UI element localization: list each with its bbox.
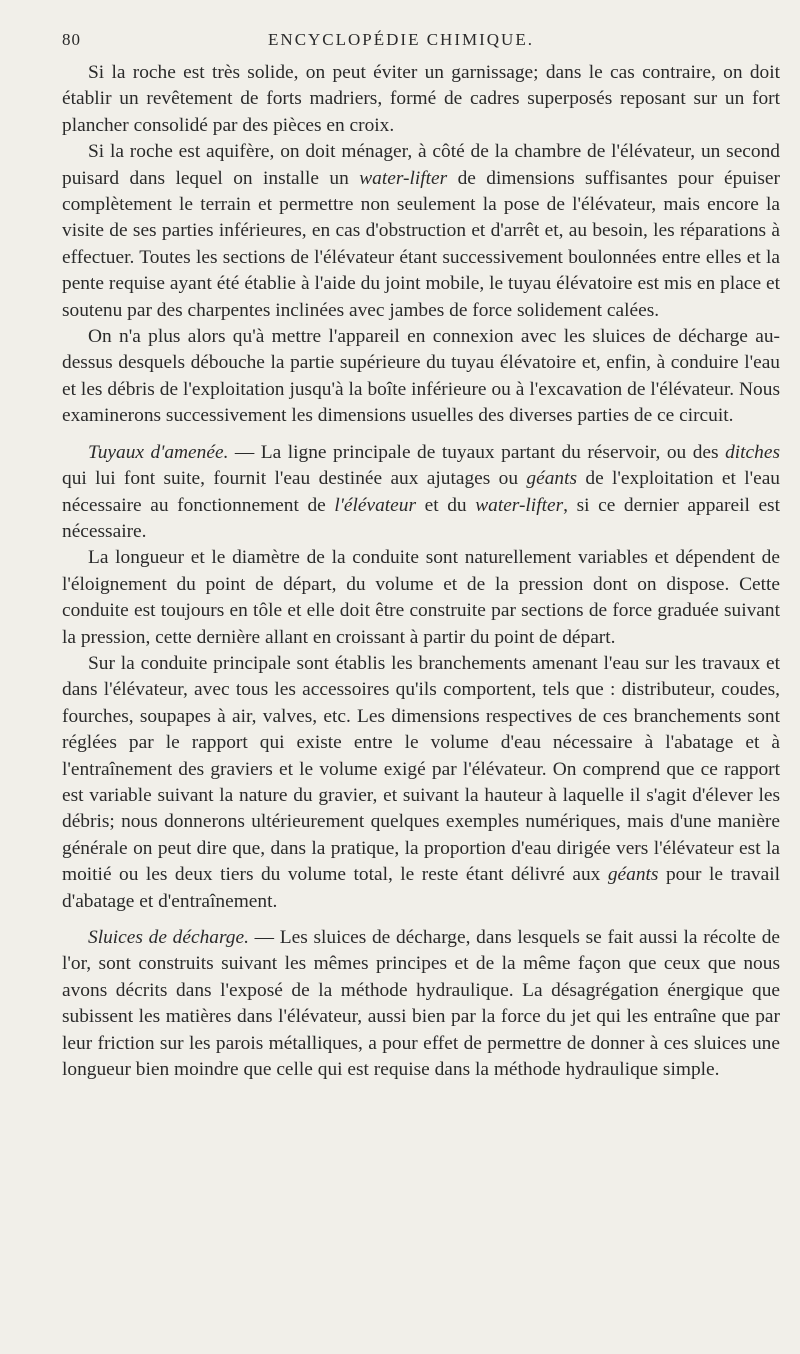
text-run: Sur la conduite principale sont établis les branchements amenant l'eau sur les travaux et dans l'élévateur, avec tous les accessoires qu'ils comportent, tels que : distributeur, coudes, fourches, soupapes à air, valves, etc. Les dimensions respectives de ces branchements sont réglées par le rapport qui existe entre le volume d'eau nécessaire à l'abatage et à l'entraînement des graviers et le volume exigé par l'élévateur. On comprend que ce rapport est variable suivant la nature du gravier, et suivant la hauteur à laquelle il s'agit d'élever les débris; nous donnerons ultérieurement quelques exemples numériques, mais d'une manière générale on peut dire que, dans la pratique, la proportion d'eau dirigée vers l'élévateur est la moitié ou les deux tiers du volume total, le reste étant délivré aux: [62, 652, 780, 886]
italic-term: Sluices de décharge.: [88, 927, 249, 948]
page-number: 80: [62, 30, 81, 49]
text-run: qui lui font suite, fournit l'eau destinée aux ajutages ou: [62, 468, 527, 490]
paragraph: [62, 651, 780, 915]
text-run: — La ligne principale de tuyaux partant du réservoir, ou des: [228, 441, 726, 463]
italic-term: water-lifter: [359, 167, 448, 189]
body-text: [62, 60, 780, 1083]
text-run: de dimensions suffisantes pour épuiser complètement le terrain et permettre non seulement la pose de l'élévateur, mais encore la visite de ses parties inférieures, en cas d'obstruction et d'arrêt et, au besoin, les réparations à effectuer. Toutes les sections de l'élévateur étant successivement boulonnées entre elles et la pente requise ayant été établie à l'aide du joint mobile, le tuyau élévatoire est mis en place et soutenu par des charpentes inclinées avec jambes de force solidement calées.: [62, 167, 780, 321]
text-run: et du: [416, 494, 476, 516]
italic-term: géants: [526, 468, 578, 490]
text-run: On n'a plus alors qu'à mettre l'appareil en connexion avec les sluices de décharge au-dessus desquels débouche la partie supérieure du tuyau élévatoire et, enfin, à conduire l'eau et les débris de l'exploitation jusqu'à la boîte inférieure ou à l'excavation de l'élévateur. Nous examinerons successivement les dimensions usuelles des diverses parties de ce circuit.: [62, 326, 780, 427]
text-run: pour le travail d'abatage et d'entraînement.: [62, 864, 781, 912]
italic-term: water-lifter: [475, 494, 564, 516]
text-run: Si la roche est aquifère, on doit ménager, à côté de la chambre de l'élévateur, un second puisard dans lequel on installe un: [62, 141, 780, 189]
paragraph: [62, 139, 780, 324]
paragraph: [62, 324, 780, 430]
italic-term: géants: [607, 864, 659, 886]
paragraph: [62, 925, 780, 1083]
text-run: Si la roche est très solide, on peut éviter un garnissage; dans le cas contraire, on doit établir un revêtement de forts madriers, formé de cadres superposés reposant sur un fort plancher consolidé par des pièces en croix.: [62, 62, 780, 136]
text-run: — Les sluices de décharge, dans lesquels se fait aussi la récolte de l'or, sont construits suivant les mêmes principes et de la même façon que ceux que nous avons décrits dans l'exposé de la méthode hydraulique. La désagrégation énergique que subissent les matières dans l'élévateur, aussi bien par la force du jet qui les entraîne que par leur friction sur les parois métalliques, a pour effet de permettre de donner à ces sluices une longueur bien moindre que celle qui est requise dans la méthode hydraulique simple.: [62, 927, 780, 1081]
italic-term: l'élévateur: [334, 494, 417, 516]
text-run: , si ce dernier appareil est nécessaire.: [62, 494, 780, 542]
italic-term: ditches: [725, 441, 780, 463]
italic-term: Tuyaux d'amenée.: [88, 441, 229, 463]
running-title: ENCYCLOPÉDIE CHIMIQUE.: [268, 30, 534, 49]
paragraph: [62, 60, 780, 139]
paragraph: [62, 440, 780, 546]
text-run: La longueur et le diamètre de la conduite sont naturellement variables et dépendent de l'éloignement du point de départ, du volume et de la pression dont on dispose. Cette conduite est toujours en tôle et elle doit être construite par sections de force graduée suivant la pression, cette dernière allant en croissant à partir du point de départ.: [62, 547, 780, 648]
text-run: de l'exploitation et l'eau nécessaire au fonctionnement de: [62, 468, 780, 516]
paragraph: [62, 545, 780, 651]
page-header: [62, 30, 740, 54]
